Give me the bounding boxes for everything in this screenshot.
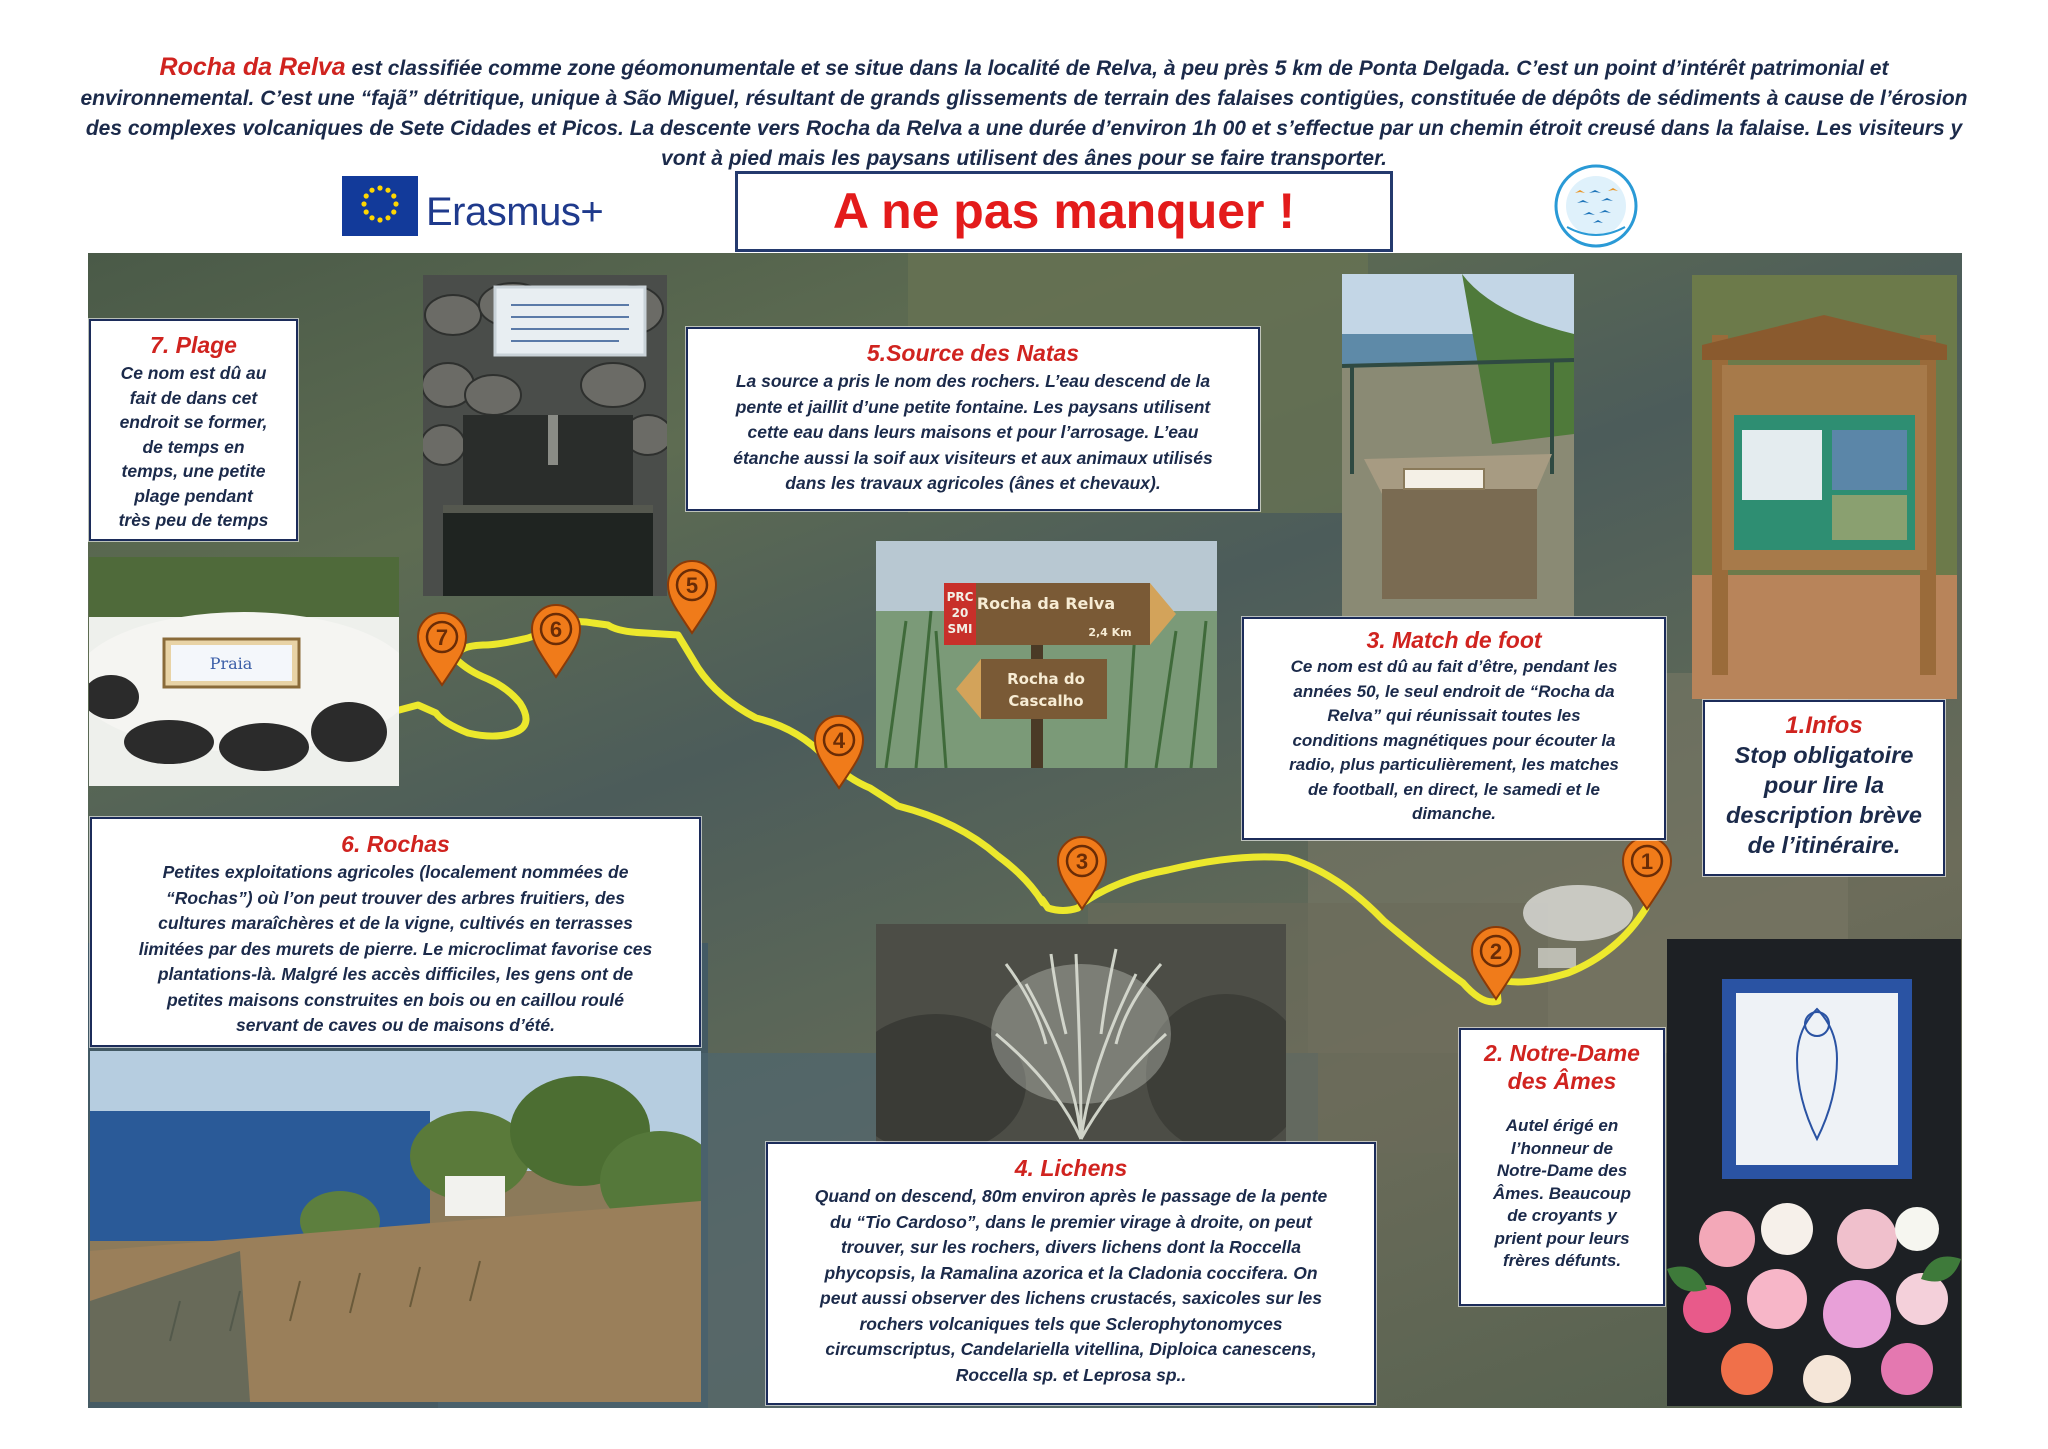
- eu-flag-icon: [342, 176, 418, 236]
- banner-title: A ne pas manquer !: [832, 183, 1296, 239]
- text-line: l’honneur de: [1511, 1138, 1613, 1158]
- text-line: “Rochas”) où l’on peut trouver des arbres fruitiers, des: [166, 887, 625, 908]
- text-line: Ce nom est dû au fait d’être, pendant les: [1290, 657, 1618, 676]
- photo-lichens: [876, 924, 1286, 1142]
- map-marker-6: [532, 605, 580, 677]
- text-line: Notre-Dame des: [1496, 1161, 1628, 1180]
- intro-paragraph: [80, 52, 1968, 174]
- svg-text:Rocha do: Rocha do: [1007, 670, 1085, 688]
- photo-praia-tile: [89, 557, 399, 786]
- svg-text:Rocha da Relva: Rocha da Relva: [976, 594, 1116, 613]
- text-line: du “Tio Cardoso”, dans le premier virage à droite, on peut: [830, 1211, 1312, 1232]
- stop-infos-title: 1.Infos: [1785, 712, 1863, 739]
- intro-text: est classifiée comme zone géomonumentale et se situe dans la localité de Relva, à peu près 5 km de Ponta Delgada. C’est un point d’intérêt patrimonial et environnemental. C’est une “fajã” détritique, unique à São Miguel, résultant de grands glissements de terrain des falaises contigües, constituée de dépôts de sédiments à cause de l’érosion des complexes volcaniques de Sete Cidades et Picos. La descente vers Rocha da Relva a une durée d’environ 1h 00 et s’effectue par un chemin étroit creusé dans la falaise. Les visiteurs y vont à pied mais les paysans utilisent des ânes pour se faire transporter.: [80, 57, 1968, 170]
- map-marker-1: [1623, 837, 1671, 909]
- stop-match-text: [1244, 655, 1664, 827]
- stop-infos-box: [1703, 700, 1945, 876]
- svg-text:2: 2: [1489, 939, 1503, 964]
- text-line: description brève: [1726, 802, 1922, 828]
- map-marker-5: [668, 561, 716, 633]
- text-line: radio, plus particulièrement, les matches: [1289, 755, 1619, 774]
- text-line: plantations-là. Malgré les accès difficiles, les gens ont de: [157, 964, 634, 984]
- text-line: trouver, sur les rochers, divers lichens dont la Roccella: [840, 1237, 1302, 1257]
- text-line: rochers volcaniques tels que Sclerophytonomyces: [859, 1313, 1283, 1334]
- text-line: Ce nom est dû au: [120, 363, 267, 383]
- stop-source-box: [686, 327, 1260, 511]
- text-line: servant de caves ou de maisons d’été.: [235, 1015, 556, 1035]
- photo-rochas-landscape: [90, 1051, 701, 1402]
- stop-match-title: 3. Match de foot: [1366, 627, 1542, 653]
- text-line: limitées par des murets de pierre. Le microclimat favorise ces: [138, 938, 653, 959]
- stop-plage-text: [91, 361, 296, 533]
- text-line: dans les travaux agricoles (ânes et chevaux).: [785, 473, 1161, 493]
- text-line: Autel érigé en: [1505, 1116, 1619, 1135]
- text-line: de l’itinéraire.: [1747, 832, 1901, 858]
- photo-fountain: [423, 275, 667, 596]
- text-line: années 50, le seul endroit de “Rocha da: [1293, 681, 1615, 701]
- stop-source-title: 5.Source des Natas: [866, 340, 1080, 366]
- text-line: Roccella sp. et Leprosa sp..: [955, 1364, 1187, 1385]
- stop-notre-dame-text: [1461, 1115, 1663, 1273]
- text-line: cette eau dans leurs maisons et pour l’arrosage. L’eau: [747, 422, 1199, 442]
- stop-lichens-box: [766, 1142, 1376, 1405]
- building-shape: [1538, 948, 1576, 968]
- stop-rochas-box: [90, 817, 701, 1047]
- stop-lichens-text: [768, 1184, 1374, 1388]
- stop-lichens-title: 4. Lichens: [1014, 1155, 1128, 1181]
- text-line: pente et jaillit d’une petite fontaine. Les paysans utilisent: [735, 396, 1211, 417]
- text-line: très peu de temps: [118, 510, 269, 530]
- svg-text:SMI: SMI: [947, 622, 973, 636]
- erasmus-logo: [342, 176, 604, 240]
- photo-signpost: [876, 541, 1217, 768]
- stop-rochas-title: 6. Rochas: [341, 831, 450, 857]
- text-line: Petites exploitations agricoles (localement nommées de: [162, 862, 629, 882]
- stop-match-box: [1242, 617, 1666, 840]
- svg-text:1: 1: [1640, 849, 1654, 874]
- title-line: des Âmes: [1507, 1068, 1617, 1094]
- text-line: dimanche.: [1411, 804, 1497, 823]
- text-line: cultures maraîchères et de la vigne, cultivés en terrasses: [158, 913, 633, 933]
- text-line: endroit se former,: [119, 412, 268, 432]
- text-line: temps, une petite: [121, 461, 266, 481]
- text-line: conditions magnétiques pour écouter la: [1292, 730, 1616, 750]
- text-line: Quand on descend, 80m environ après le passage de la pente: [814, 1186, 1328, 1206]
- svg-text:4: 4: [832, 728, 846, 753]
- stop-plage-box: [89, 319, 298, 541]
- text-line: circumscriptus, Candelariella vitellina, Diploica canescens,: [825, 1339, 1317, 1359]
- map-marker-7: [418, 613, 466, 685]
- building-shape: [1523, 885, 1633, 941]
- stop-notre-dame-box: [1459, 1028, 1665, 1306]
- svg-text:Praia: Praia: [209, 654, 253, 673]
- text-line: La source a pris le nom des rochers. L’eau descend de la: [735, 371, 1211, 391]
- text-line: peut aussi observer des lichens crustacés, saxicoles sur les: [820, 1288, 1322, 1308]
- svg-text:PRC: PRC: [946, 590, 974, 604]
- text-line: fait de dans cet: [129, 387, 258, 408]
- svg-text:20: 20: [951, 606, 969, 620]
- photo-notre-dame-altar: [1667, 939, 1961, 1406]
- stop-plage-title: 7. Plage: [150, 332, 237, 358]
- map-marker-3: [1058, 837, 1106, 909]
- text-line: de football, en direct, le samedi et le: [1308, 779, 1600, 799]
- text-line: Stop obligatoire: [1734, 742, 1914, 768]
- svg-text:5: 5: [685, 573, 699, 598]
- svg-text:2,4 Km: 2,4 Km: [1088, 626, 1132, 639]
- intro-site-name: Rocha da Relva: [159, 53, 346, 81]
- text-line: phycopsis, la Ramalina azorica et la Cladonia coccifera. On: [824, 1262, 1318, 1283]
- text-line: de temps en: [142, 436, 245, 457]
- banner-box: [735, 171, 1393, 252]
- partner-logo: [1553, 163, 1639, 249]
- text-line: plage pendant: [134, 485, 253, 506]
- svg-text:Cascalho: Cascalho: [1008, 692, 1084, 710]
- text-line: étanche aussi la soif aux visiteurs et aux animaux utilisés: [733, 447, 1213, 468]
- photo-viewpoint-stone: [1342, 274, 1574, 616]
- stop-rochas-text: [92, 860, 699, 1039]
- svg-text:3: 3: [1075, 849, 1089, 874]
- text-line: frères défunts.: [1502, 1251, 1622, 1270]
- svg-text:6: 6: [549, 617, 563, 642]
- photo-info-board: [1692, 275, 1957, 699]
- text-line: Relva” qui réunissait toutes les: [1327, 706, 1581, 725]
- erasmus-wordmark: Erasmus+: [426, 190, 604, 234]
- text-line: petites maisons construites en bois ou en caillou roulé: [166, 989, 625, 1010]
- stop-infos-text: [1705, 740, 1943, 860]
- stop-notre-dame-title: [1461, 1039, 1663, 1095]
- text-line: prient pour leurs: [1494, 1228, 1630, 1248]
- map-marker-2: [1472, 927, 1520, 999]
- svg-text:7: 7: [435, 625, 449, 650]
- text-line: de croyants y: [1507, 1206, 1617, 1225]
- stop-source-text: [688, 369, 1258, 497]
- text-line: pour lire la: [1763, 772, 1885, 798]
- title-line: 2. Notre-Dame: [1484, 1040, 1640, 1066]
- text-line: Âmes. Beaucoup: [1493, 1183, 1631, 1203]
